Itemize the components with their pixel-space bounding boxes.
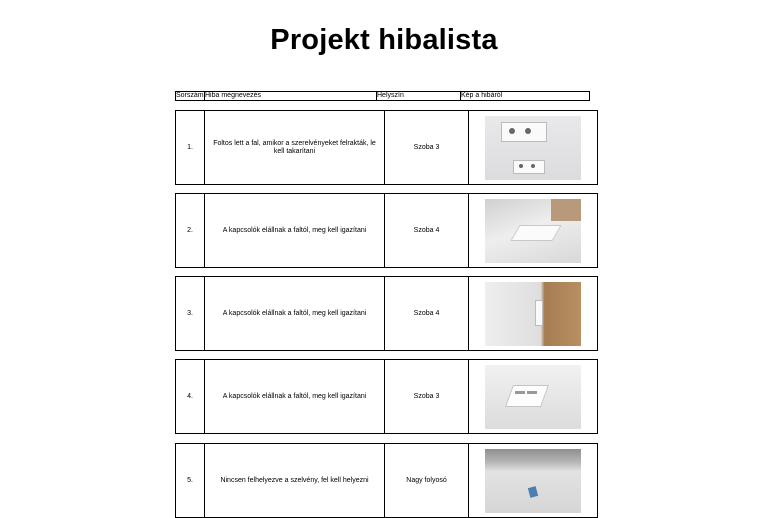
photo-outlets-on-stained-wall [485, 116, 581, 180]
header-number: Sorszám [176, 92, 204, 99]
row-description: A kapcsolók elállnak a faltól, meg kell igazítani [205, 360, 385, 434]
header-description: Hiba megnevezés [205, 92, 377, 101]
row-number: 3. [176, 277, 205, 351]
row-location: Szoba 4 [385, 194, 469, 268]
photo-switch-closeup [485, 365, 581, 429]
table-row [175, 443, 598, 518]
row-description: A kapcsolók elállnak a faltól, meg kell igazítani [205, 194, 385, 268]
table-row [175, 110, 598, 185]
table-row [175, 193, 598, 268]
photo-switch-near-door-frame [485, 282, 581, 346]
table-row [175, 276, 598, 351]
row-description: Foltos lett a fal, amikor a szerelvényeket felrakták, le kell takarítani [205, 111, 385, 185]
header-photo: Kép a hibáról [461, 92, 590, 101]
row-description: Nincsen felhelyezve a szelvény, fel kell helyezni [205, 444, 385, 518]
row-location: Szoba 4 [385, 277, 469, 351]
row-location: Szoba 3 [385, 360, 469, 434]
row-description: A kapcsolók elállnak a faltól, meg kell igazítani [205, 277, 385, 351]
page-title: Projekt hibalista [270, 24, 498, 56]
photo-switch-gap-from-wall [485, 199, 581, 263]
row-number: 4. [176, 360, 205, 434]
row-location: Nagy folyosó [385, 444, 469, 518]
table-header [175, 91, 590, 101]
photo-missing-cover-plate [485, 449, 581, 513]
row-location: Szoba 3 [385, 111, 469, 185]
table-row [175, 359, 598, 434]
row-number: 1. [176, 111, 205, 185]
row-number: 5. [176, 444, 205, 518]
header-location: Helyszín [377, 92, 461, 101]
row-number: 2. [176, 194, 205, 268]
